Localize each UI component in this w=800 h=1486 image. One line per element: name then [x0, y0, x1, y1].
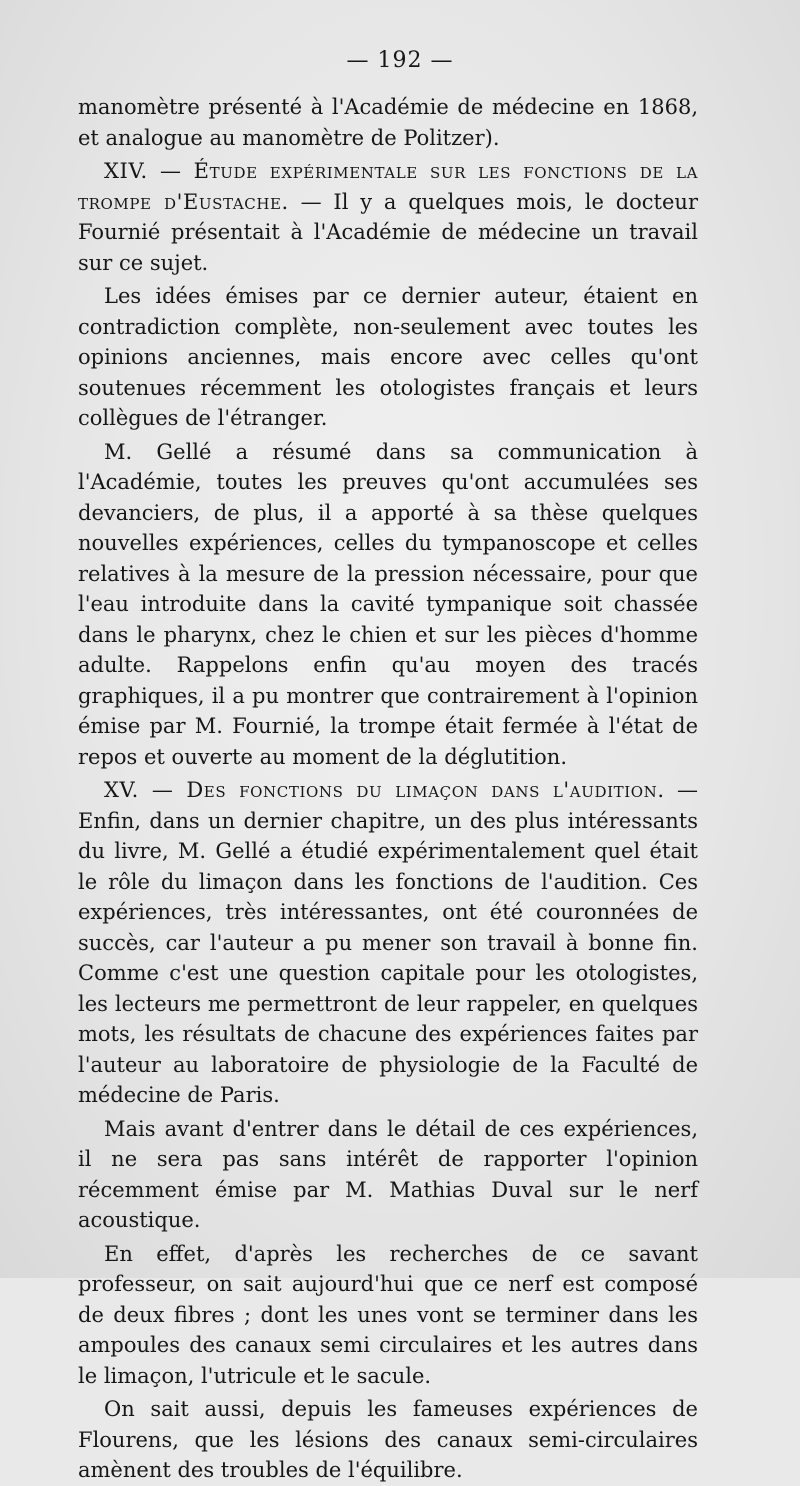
paragraph-text: On sait aussi, depuis les fameuses expériences de Flourens, que les lésions des canaux semi-circulaires amènent des troubles de l'équilibre.	[78, 1397, 698, 1482]
paragraph-text: En effet, d'après les recherches de ce savant professeur, on sait aujourd'hui que ce nerf est composé de deux fibres ; dont les unes vont se terminer dans les ampoules des canaux semi circulaires et les autres dans le limaçon, l'utricule et le sacule.	[78, 1241, 698, 1388]
paragraph	[78, 1394, 698, 1486]
section-xiv-paragraph	[78, 156, 698, 278]
paragraph-text: M. Gellé a résumé dans sa communication à l'Académie, toutes les preuves qu'ont accumulées ses devanciers, de plus, il a apporté à sa thèse quelques nouvelles expériences, celles du tympanoscope et celles relatives à la mesure de la pression nécessaire, pour que l'eau introduite dans la cavité tympanique soit chassée dans le pharynx, chez le chien et sur les pièces d'homme adulte. Rappelons enfin qu'au moyen des tracés graphiques, il a pu montrer que contrairement à l'opinion émise par M. Fournié, la trompe était fermée à l'état de repos et ouverte au moment de la déglutition.	[78, 439, 698, 769]
section-xv-paragraph	[78, 775, 698, 1111]
paragraph	[78, 1114, 698, 1236]
paragraph-text: — Enfin, dans un dernier chapitre, un des plus intéressants du livre, M. Gellé a étudié expérimentalement quel était le rôle du limaçon dans les fonctions de l'audition. Ces expériences, très intéressantes, ont été couronnées de succès, car l'auteur a pu mener son travail à bonne fin. Comme c'est une question capitale pour les otologistes, les lecteurs me permettront de leur rappeler, en quelques mots, les résultats de chacune des expériences faites par l'auteur au laboratoire de physiologie de la Faculté de médecine de Paris.	[78, 778, 698, 1107]
section-heading-xiv: XIV. — Étude expérimentale sur les fonctions de la trompe d'Eustache.	[78, 159, 698, 214]
paragraph-text: Mais avant d'entrer dans le détail de ces expériences, il ne sera pas sans intérêt de rapporter l'opinion récemment émise par M. Mathias Duval sur le nerf acoustique.	[78, 1116, 698, 1232]
page-number: — 192 —	[346, 48, 454, 73]
paragraph-text: — Il y a quelques mois, le docteur Fournié présentait à l'Académie de médecine un travail sur ce sujet.	[78, 189, 698, 275]
paragraph-text: Les idées émises par ce dernier auteur, étaient en contradiction complète, non-seulement avec toutes les opinions anciennes, mais encore avec celles qu'ont soutenues récemment les otologistes français et leurs collègues de l'étranger.	[78, 284, 698, 430]
paragraph	[78, 437, 698, 773]
body-text	[78, 92, 698, 1486]
paragraph-text: manomètre présenté à l'Académie de médecine en 1868, et analogue au manomètre de Politzer).	[78, 95, 698, 150]
section-heading-xv: XV. — Des fonctions du limaçon dans l'audition.	[104, 778, 665, 802]
paragraph	[78, 1239, 698, 1392]
paragraph-continuation	[78, 92, 698, 153]
paragraph	[78, 281, 698, 434]
